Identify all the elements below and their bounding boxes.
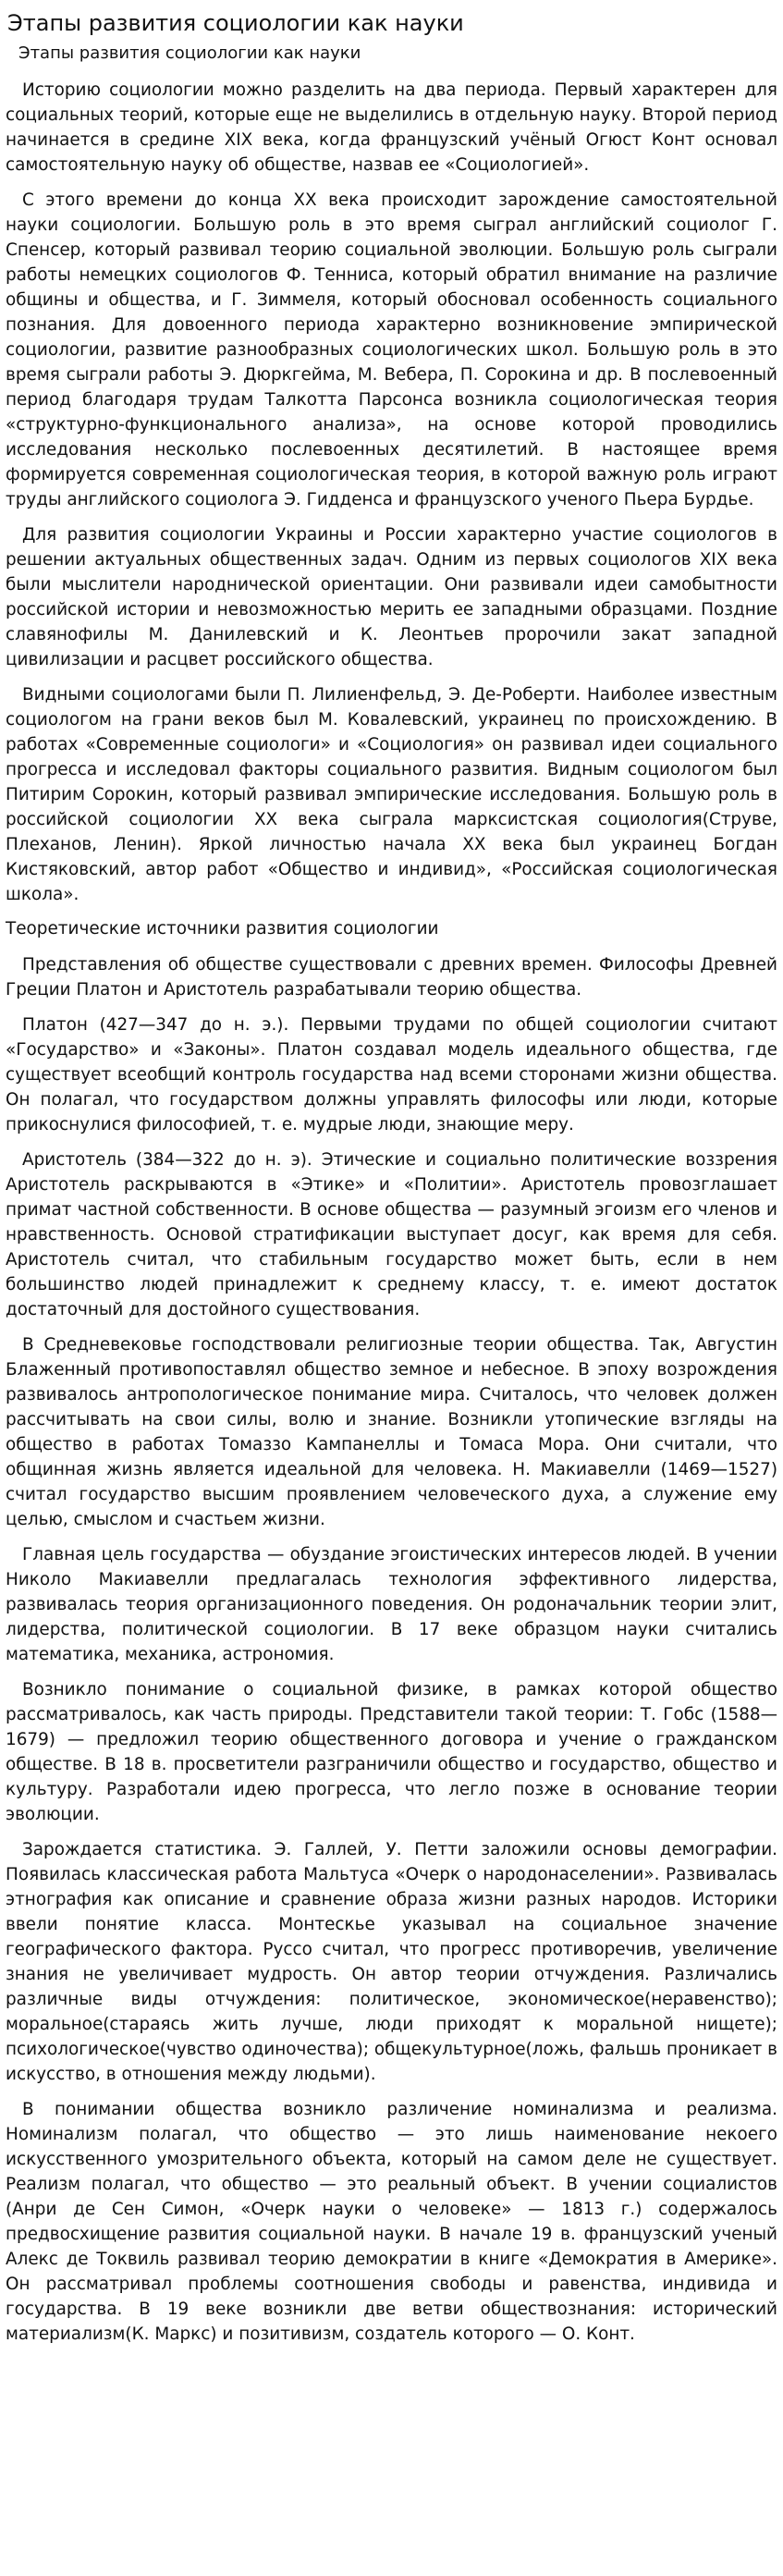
page-subtitle: Этапы развития социологии как науки: [18, 43, 361, 63]
paragraph-nominalism-realism: В понимании общества возникло различение номинализма и реализма. Номинализм полагал, что общество — это лишь наименование некоего искусственного умозрительного объекта, который на самом деле не существует. Реализм полагал, что общество — это реальный объект. В учении социалистов (Анри де Сен Симон, «Очерк науки о человеке» — 1813 г.) содержалось предвосхищение развития социальной науки. В начале 19 в. французский ученый Алекс де Токвиль развивал теорию демократии в книге «Демократия в Америке». Он рассматривал проблемы соотношения свободы и равенства, индивида и государства. В 19 веке возникли две ветви обществознания: исторический материализм(К. Маркс) и позитивизм, создатель которого — О. Конт.: [6, 2100, 777, 2344]
paragraph-middle-ages: В Средневековье господствовали религиозные теории общества. Так, Августин Блаженный противопоставлял общество земное и небесное. В эпоху возрождения развивалось антропологическое понимание мира. Считалось, что человек должен рассчитывать на свои силы, волю и знание. Возникли утопические взгляды на общество в работах Томаззо Кампанеллы и Томаса Мора. Они считали, что общинная жизнь является идеальной для человека. Н. Макиавелли (1469—1527) считал государство высшим проявлением человеческого духа, а служение ему целью, смыслом и счастьем жизни.: [6, 1335, 777, 1529]
paragraph-statistics: Зарождается статистика. Э. Галлей, У. Петти заложили основы демографии. Появилась классическая работа Мальтуса «Очерк о народонаселении». Развивалась этнография как описание и сравнение образа жизни разных народов. Историки ввели понятие класса. Монтескье указывал на социальное значение географического фактора. Руссо считал, что прогресс противоречив, увеличение знания не увеличивает мудрость. Он автор теории отчуждения. Различались различные виды отчуждения: политическое, экономическое(неравенство); моральное(стараясь жить лучше, люди приходят к моральной нищете); психологическое(чувство одиночества); общекультурное(ложь, фальшь проникает в искусство, в отношения между людьми).: [6, 1840, 777, 2084]
paragraph-social-physics: Возникло понимание о социальной физике, в рамках которой общество рассматривалось, как часть природы. Представители такой теории: Т. Гобс (1588—1679) — предложил теорию общественного договора и учение о гражданском обществе. В 18 в. просветители разграничили общество и государство, общество и культуру. Разработали идею прогресса, что легло позже в основание теории эволюции.: [6, 1680, 777, 1824]
paragraph-formation: С этого времени до конца XX века происходит зарождение самостоятельной науки социологии. Большую роль в это время сыграл английский социолог Г. Спенсер, который развивал теорию социальной эволюции. Большую роль сыграли работы немецких социологов Ф. Тенниса, который обратил внимание на различие общины и общества, и Г. Зиммеля, который обосновал особенность социального познания. Для довоенного периода характерно возникновение эмпирической социологии, развитие разнообразных социологических школ. Большую роль в это время сыграли работы Э. Дюркгейма, М. Вебера, П. Сорокина и др. В послевоенный период благодаря трудам Талкотта Парсонса возникла социологическая теория «структурно-функционального анализа», на основе которой проводились исследования несколько послевоенных десятилетий. В настоящее время формируется современная социологическая теория, в которой важную роль играют труды английского социолога Э. Гидденса и французского ученого Пьера Бурдье.: [6, 190, 777, 509]
paragraph-plato: Платон (427—347 до н. э.). Первыми трудами по общей социологии считают «Государство» и «Законы». Платон создавал модель идеального общества, где существует всеобщий контроль государства над всеми сторонами жизни общества. Он полагал, что государством должны управлять философы или люди, которые прикоснулися философией, т. е. мудрые люди, знающие меру.: [6, 1015, 777, 1135]
paragraph-ancient-ideas: Представления об обществе существовали с древних времен. Философы Древней Греции Платон и Аристотель разрабатывали теорию общества.: [6, 955, 777, 1000]
paragraph-state-goal: Главная цель государства — обуздание эгоистических интересов людей. В учении Николо Макиавелли предлагалась технология эффективного лидерства, развивалась теория организационного поведения. Он родоначальник теории элит, лидерства, политической социологии. В 17 веке образцом науки считались математика, механика, астрономия.: [6, 1545, 777, 1664]
section-heading-theoretical-sources: Теоретические источники развития социологии: [6, 919, 439, 938]
paragraph-ukraine-russia: Для развития социологии Украины и России характерно участие социологов в решении актуальных общественных задач. Одним из первых социологов XIX века были мыслители народнической ориентации. Они развивали идеи самобытности российской истории и невозможностью мерить ее западными образцами. Поздние славянофилы М. Данилевский и К. Леонтьев пророчили закат западной цивилизации и расцвет российского общества.: [6, 525, 777, 669]
paragraph-notable-sociologists: Видными социологами были П. Лилиенфельд, Э. Де-Роберти. Наиболее известным социологом на грани веков был М. Ковалевский, украинец по происхождению. В работах «Современные социологи» и «Социология» он развивал идеи социального прогресса и исследовал факторы социального развития. Видным социологом был Питирим Сорокин, который развивал эмпирические исследования. Большую роль в российской социологии XX века сыграла марксистская социология(Струве, Плеханов, Ленин). Яркой личностью начала XX века был украинец Богдан Кистяковский, автор работ «Общество и индивид», «Российская социологическая школа».: [6, 685, 777, 904]
paragraph-history-periods: Историю социологии можно разделить на два периода. Первый характерен для социальных теорий, которые еще не выделились в отдельную науку. Второй период начинается в средине XIX века, когда французский учёный Огюст Конт основал самостоятельную науку об обществе, назвав ее «Социологией».: [6, 80, 777, 175]
page-title: Этапы развития социологии как науки: [7, 10, 464, 36]
paragraph-aristotle: Аристотель (384—322 до н. э). Этические и социально политические воззрения Аристотель раскрываются в «Этике» и «Политии». Аристотель провозглашает примат частной собственности. В основе общества — разумный эгоизм его членов и нравственность. Основой стратификации выступает досуг, как время для себя. Аристотель считал, что стабильным государство может быть, если в нем большинство людей принадлежит к среднему классу, т. е. имеют достаток достаточный для достойного существования.: [6, 1150, 777, 1319]
